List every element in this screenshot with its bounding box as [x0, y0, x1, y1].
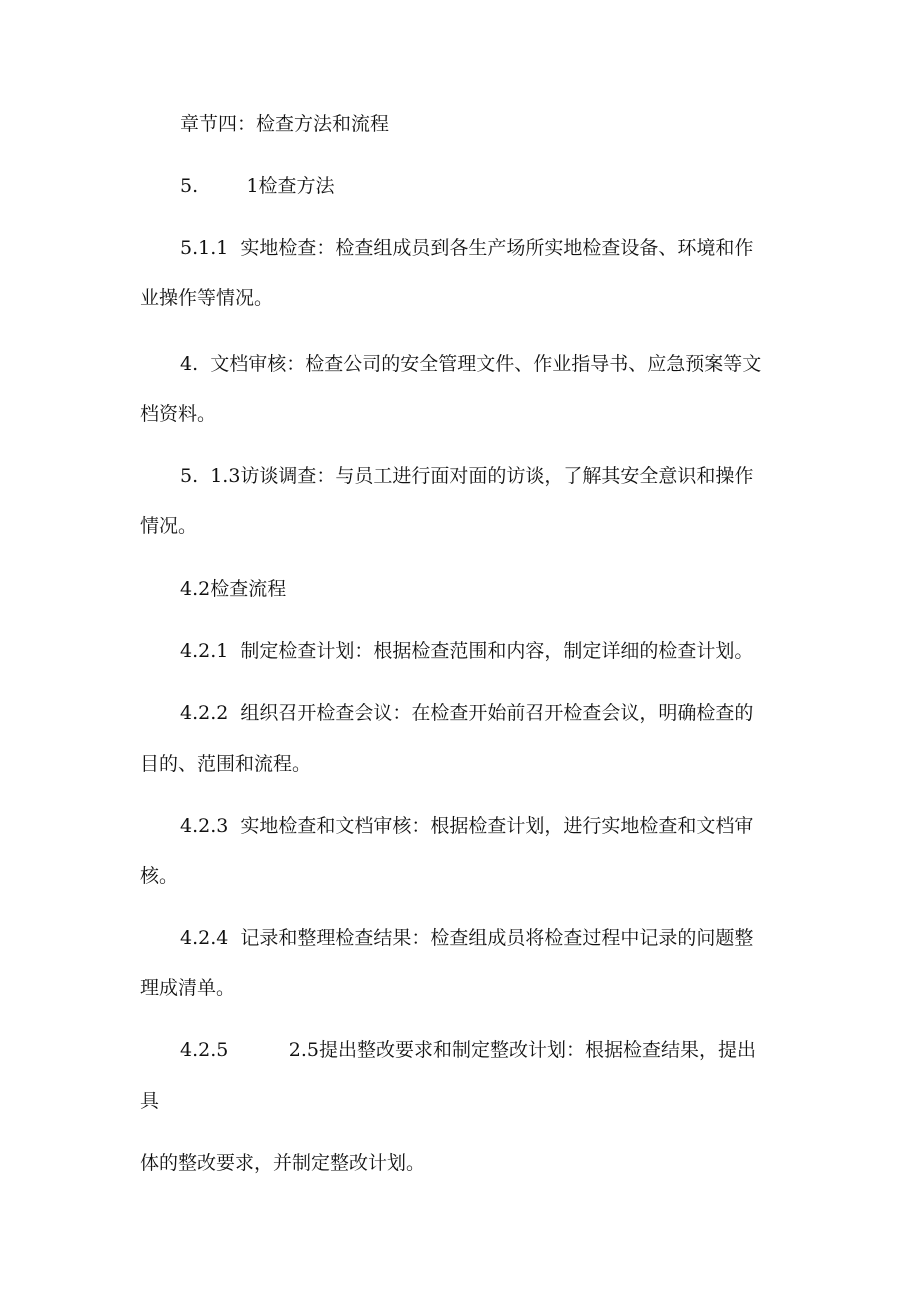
- paragraph-line: 4.2.4 记录和整理检查结果：检查组成员将检查过程中记录的问题整: [180, 927, 754, 949]
- paragraph-line: 5.1.1 实地检查：检查组成员到各生产场所实地检查设备、环境和作: [180, 237, 754, 259]
- paragraph-line: 情况。: [140, 515, 198, 537]
- paragraph-line: 业操作等情况。: [140, 287, 274, 309]
- section-heading: 章节四：检查方法和流程: [180, 113, 390, 135]
- paragraph-line: 4.2.5 2.5提出整改要求和制定整改计划：根据检查结果，提出: [180, 1039, 756, 1061]
- paragraph-line: 目的、范围和流程。: [140, 753, 312, 775]
- paragraph-line: 5. 1.3访谈调查：与员工进行面对面的访谈，了解其安全意识和操作: [180, 465, 754, 487]
- paragraph-line: 4.2.2 组织召开检查会议：在检查开始前召开检查会议，明确检查的: [180, 702, 754, 724]
- paragraph-line: 具: [140, 1090, 160, 1112]
- paragraph-line: 核。: [140, 865, 179, 887]
- paragraph-line: 档资料。: [140, 403, 217, 425]
- subsection-heading: 4.2检查流程: [180, 578, 287, 600]
- paragraph-line: 理成清单。: [140, 977, 236, 999]
- paragraph-line: 体的整改要求，并制定整改计划。: [140, 1152, 426, 1174]
- paragraph-line: 4.2.3 实地检查和文档审核：根据检查计划，进行实地检查和文档审: [180, 815, 754, 837]
- subsection-heading: 5. 1检查方法: [180, 175, 335, 197]
- paragraph-line: 4. 文档审核：检查公司的安全管理文件、作业指导书、应急预案等文: [180, 353, 762, 375]
- paragraph-line: 4.2.1 制定检查计划：根据检查范围和内容，制定详细的检查计划。: [180, 640, 754, 662]
